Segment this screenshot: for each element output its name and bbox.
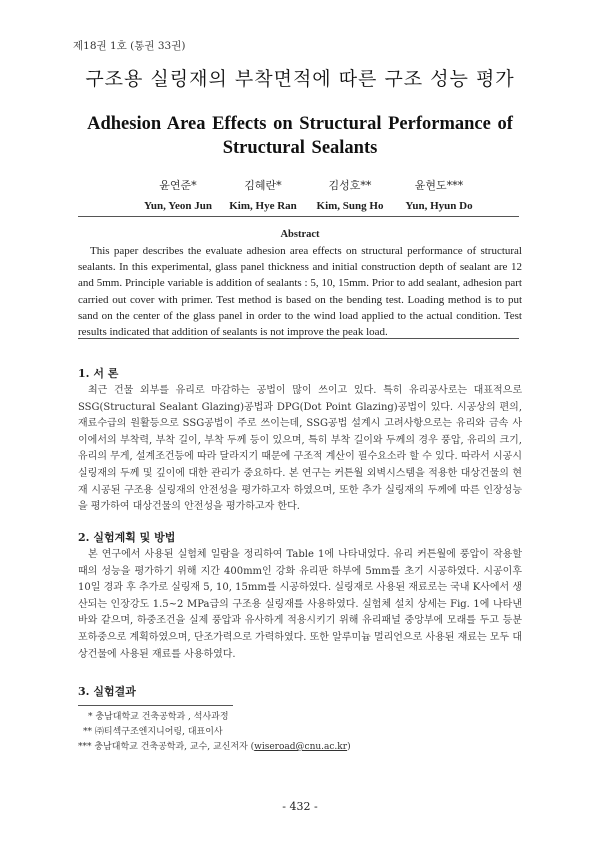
abstract-text: This paper describes the evaluate adhesion area effects on structural performance of structural sealants. In this experimental, glass panel thickness and initial construction depth of sealant are 12 and 5mm. Principle variable is addition of sealants : 5, 10, 15mm. Prior to add sealant, adhesion part carried out cover with primer. Test method is based on the bending test. Loading method is to put sand on the center of the glass panel in order to the wind load applied to the actual condition. Test results indicated that addition of sealants is not improve the peak load.	[78, 245, 522, 339]
section-text: 최근 건물 외부를 유리로 마감하는 공법이 많이 쓰이고 있다. 특히 유리공사로는 대표적으로 SSG(Structural Sealant Glazing)공법과 DPG(Dot Point Glazing)공법이 있다. 시공상의 편의, 재료수급의 원활등으로 SSG공법이 주로 쓰이는데, SSG공법 설계시 고려사항으로는 유리와 금속 사이에서의 부착력, 부착 길이, 부착 두께 등이 있으며, 특히 부착 길이와 두께의 경우 풍압, 유리의 크기, 유리의 무게, 설계조건등에 따라 달라지기 때문에 구조적 계산이 필수요소라 할 수 있다. 따라서 시공시 실링재의 두께 및 깊이에 대한 관리가 중요하다. 본 연구는 커튼월 외벽시스템을 적용한 대상건물의 현재 시공된 구조용 실링재의 안전성을 평가하고자 하였으며, 또한 추가 실링재의 두께에 따른 인장성능을 평가하여 대상건물의 안전성을 평가하고자 한다.	[78, 385, 522, 513]
footnote-1: * 충남대학교 건축공학과 , 석사과정	[88, 712, 229, 722]
author-name-english: Kim, Hye Ran	[229, 200, 297, 212]
author-name-english: Yun, Yeon Jun	[144, 200, 212, 212]
corresponding-email-link[interactable]: wiseroad@cnu.ac.kr	[254, 742, 348, 752]
author-name-korean: 윤현도***	[414, 179, 464, 192]
korean-title: 구조용 실링재의 부착면적에 따른 구조 성능 평가	[85, 68, 515, 90]
section-text: 본 연구에서 사용된 실험체 일람을 정리하여 Table 1에 나타내었다. 유리 커튼월에 풍압이 작용할 때의 성능을 평가하기 위해 지간 400mm인 강화 유리판 하부에 5mm를 초기 시공하였다. 시공이후 10일 경과 후 추가로 실링재 5, 10, 15mm를 시공하였다. 실링재로 사용된 재료로는 국내 K사에서 생산되는 인장강도 1.5~2 MPa급의 구조용 실링재를 사용하였다. 실험체 설치 상세는 Fig. 1에 나타낸 바와 같으며, 하중조건을 실제 풍압과 유사하게 적용시키기 위해 유리패널 중앙부에 모래를 두고 등분포하중으로 계획하였으며, 단조가력으로 가력하였다. 또한 알루미늄 멀리언으로 사용된 재료는 모두 대상건물에 사용된 재료를 사용하였다.	[78, 549, 522, 660]
abstract-divider	[78, 338, 519, 339]
footnotes	[78, 710, 351, 755]
abstract-body	[78, 243, 522, 340]
footnote-2: ** ㈜티섹구조엔지니어링, 대표이사	[83, 727, 223, 737]
english-title	[60, 112, 540, 160]
author-name-korean: 김성호**	[328, 179, 372, 192]
author-4	[384, 177, 494, 212]
abstract-heading: Abstract	[280, 229, 320, 240]
footnote-divider	[78, 705, 233, 706]
section-title-results: 3. 실험결과	[78, 685, 136, 698]
running-header: 제18권 1호 (통권 33권)	[73, 40, 186, 52]
author-name-korean: 윤연준*	[159, 179, 197, 192]
footnote-3-close: )	[347, 742, 351, 752]
english-title-line2: Structural Sealants	[222, 138, 378, 158]
author-name-english: Kim, Sung Ho	[316, 200, 384, 212]
section-body-methods	[78, 547, 522, 663]
author-name-korean: 김혜란*	[244, 179, 282, 192]
page-number: - 432 -	[282, 800, 318, 813]
author-name-english: Yun, Hyun Do	[405, 200, 473, 212]
footnote-3	[78, 740, 351, 755]
section-title-methods: 2. 실험계획 및 방법	[78, 531, 176, 544]
header-divider	[78, 216, 519, 217]
section-body-introduction	[78, 383, 522, 516]
section-title-introduction: 1. 서 론	[78, 367, 119, 380]
footnote-3-text: *** 충남대학교 건축공학과, 교수, 교신저자 (	[78, 742, 255, 752]
english-title-line1: Adhesion Area Effects on Structural Performance of	[87, 114, 513, 134]
